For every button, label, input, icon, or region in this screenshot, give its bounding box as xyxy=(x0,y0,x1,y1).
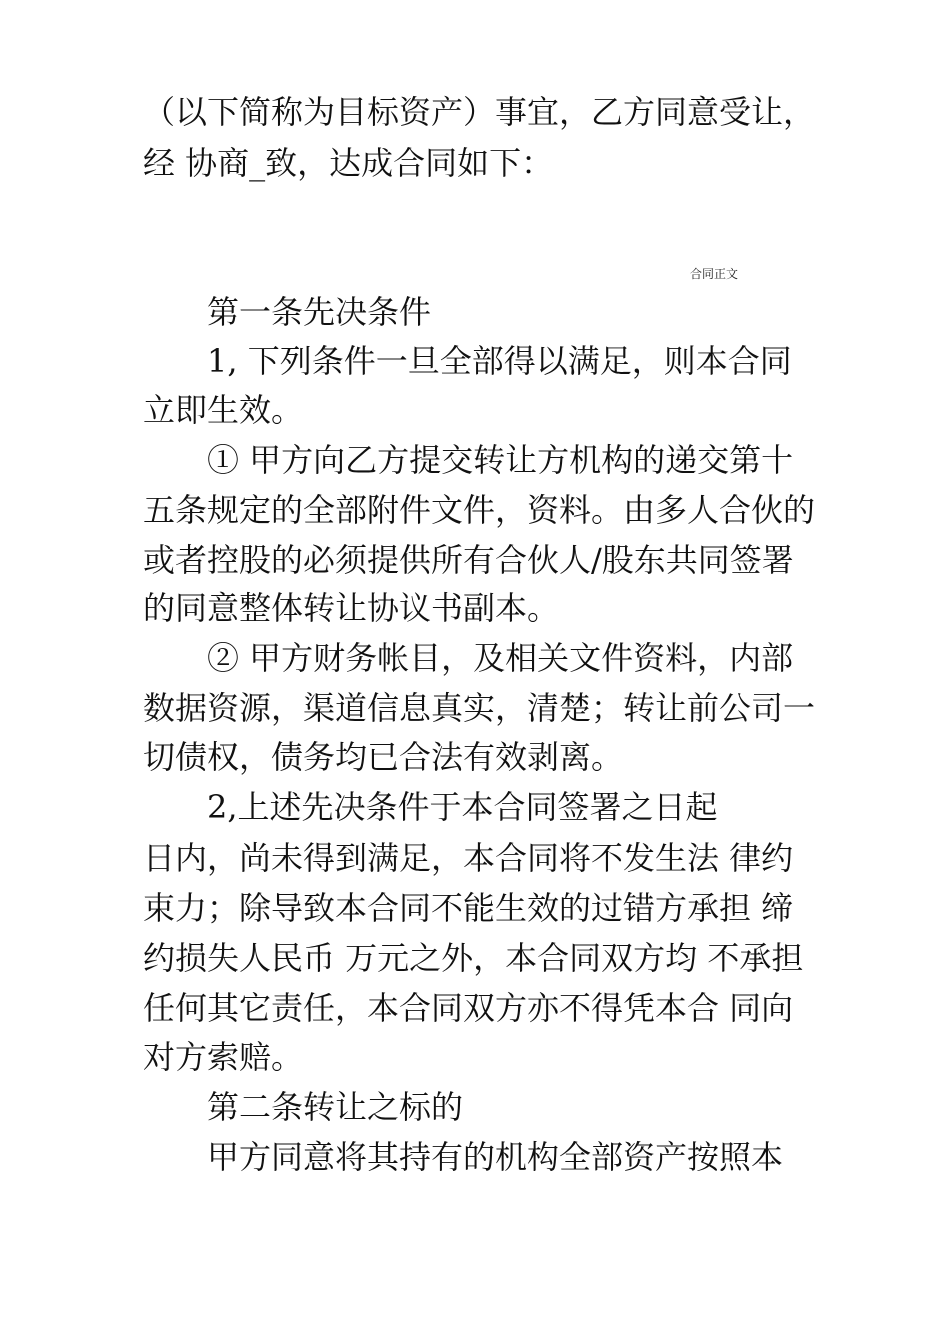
item-2-line-1: ② 甲方财务帐目，及相关文件资料，内部 xyxy=(207,639,794,677)
item-1-line-2: 五条规定的全部附件文件，资料。由多人合伙的 xyxy=(143,491,816,529)
item-1-line-4: 的同意整体转让协议书副本。 xyxy=(143,589,560,627)
article-2-title: 第二条转让之标的 xyxy=(207,1088,464,1126)
contract-body-label: 合同正文 xyxy=(690,267,739,281)
item-2-line-2: 数据资源，渠道信息真实，清楚；转让前公司一 xyxy=(143,689,816,727)
clause-1-line-2: 立即生效。 xyxy=(143,391,304,429)
clause-2-line-1: 2,上述先决条件于本合同签署之日起 xyxy=(207,788,718,826)
intro-line-1: （以下简称为目标资产）事宜，乙方同意受让， xyxy=(143,93,816,131)
intro-line-2: 经 协商_致，达成合同如下： xyxy=(143,144,554,182)
item-1-line-3: 或者控股的必须提供所有合伙人/股东共同签署 xyxy=(143,541,794,579)
clause-2-line-6: 对方索赔。 xyxy=(143,1038,304,1076)
item-1-line-1: ① 甲方向乙方提交转让方机构的递交第十 xyxy=(207,441,794,479)
item-2-line-3: 切债权，债务均已合法有效剥离。 xyxy=(143,738,624,776)
article-1-title: 第一条先决条件 xyxy=(207,293,432,331)
clause-2-line-5: 任何其它责任，本合同双方亦不得凭本合 同向 xyxy=(143,989,794,1027)
article-2-line-1: 甲方同意将其持有的机构全部资产按照本 xyxy=(207,1138,784,1176)
clause-1-line-1: 1, 下列条件一旦全部得以满足，则本合同 xyxy=(207,342,792,380)
clause-2-line-3: 束力；除导致本合同不能生效的过错方承担 缔 xyxy=(143,889,794,927)
clause-2-line-4: 约损失人民币 万元之外，本合同双方均 不承担 xyxy=(143,939,804,977)
clause-2-line-2: 日内，尚未得到满足，本合同将不发生法 律约 xyxy=(143,839,794,877)
